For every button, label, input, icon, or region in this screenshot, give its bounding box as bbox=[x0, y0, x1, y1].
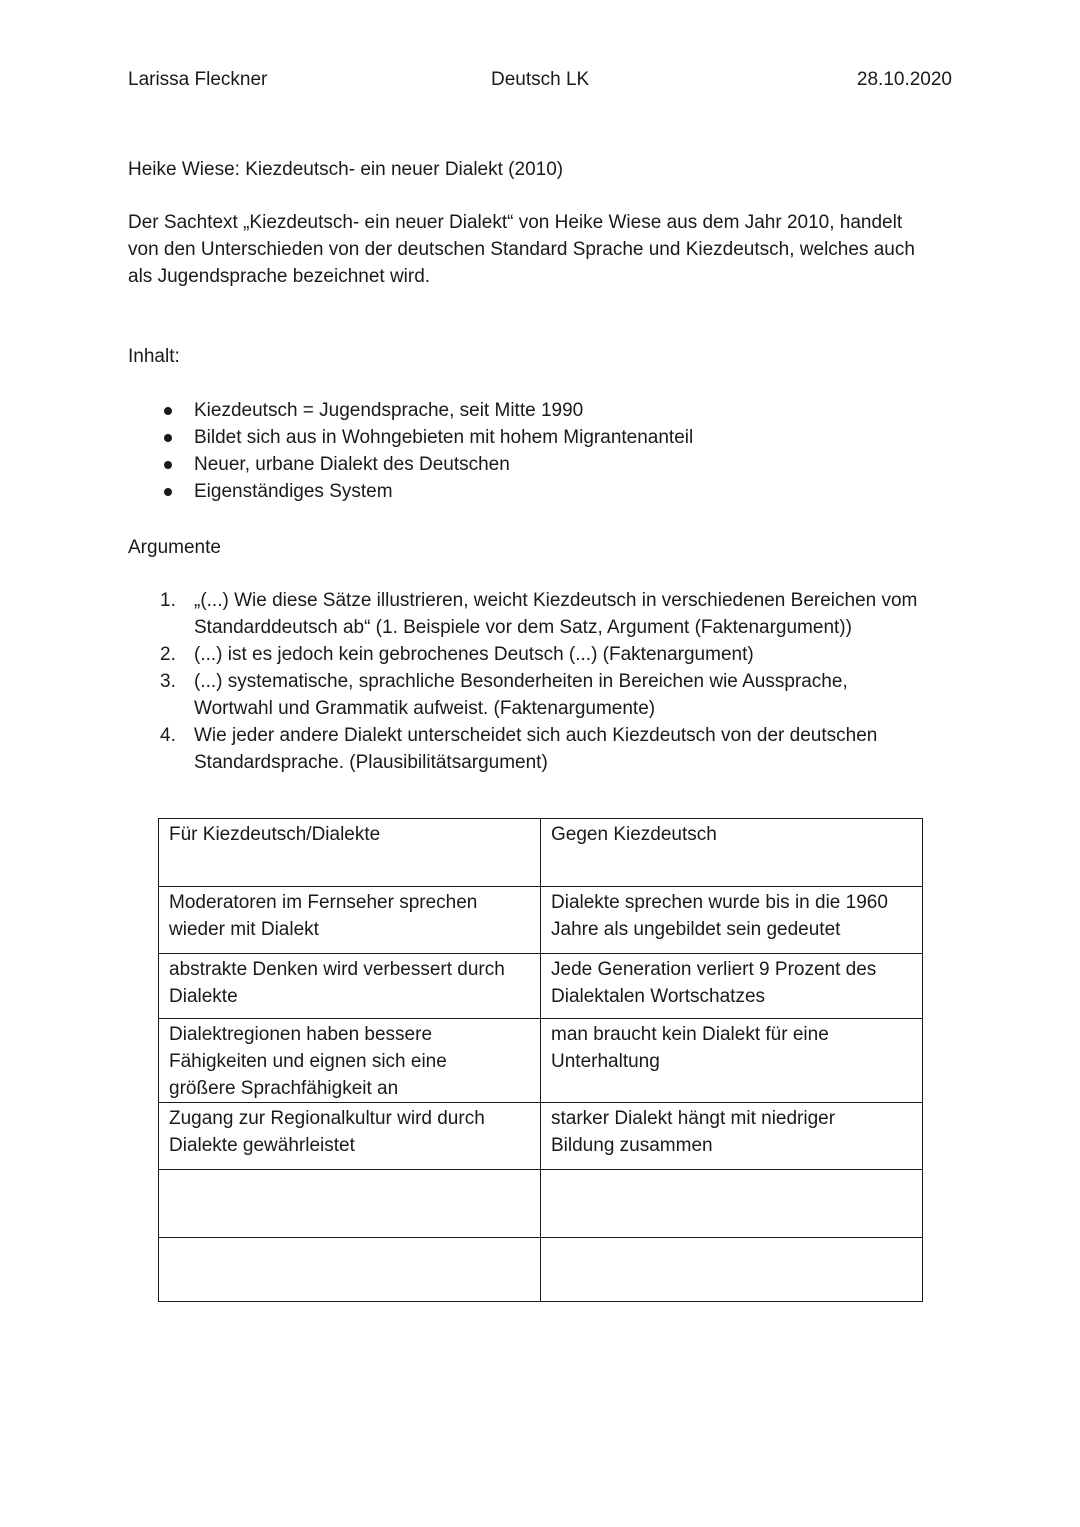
list-item bbox=[160, 397, 693, 424]
argument-item bbox=[160, 641, 917, 668]
argument-text: (...) ist es jedoch kein gebrochenes Deutsch (...) (Faktenargument) bbox=[194, 644, 754, 665]
table-row bbox=[159, 1019, 923, 1103]
argument-text: Wortwahl und Grammatik aufweist. (Faktenargumente) bbox=[194, 698, 656, 719]
table-cell-pro bbox=[159, 1238, 541, 1302]
argument-item bbox=[160, 668, 917, 722]
table-cell-contra: Jede Generation verliert 9 Prozent des Dialektalen Wortschatzes bbox=[541, 954, 923, 1019]
header-course: Deutsch LK bbox=[491, 69, 590, 90]
list-item bbox=[160, 424, 693, 451]
pro-contra-table bbox=[158, 818, 923, 1302]
intro-line: Der Sachtext „Kiezdeutsch- ein neuer Dialekt“ von Heike Wiese aus dem Jahr 2010, handelt bbox=[128, 212, 903, 233]
argument-text: Wie jeder andere Dialekt unterscheidet sich auch Kiezdeutsch von der deutschen bbox=[194, 725, 878, 746]
argument-number: 2. bbox=[160, 644, 176, 665]
inhalt-list bbox=[160, 397, 693, 505]
intro-line: als Jugendsprache bezeichnet wird. bbox=[128, 266, 431, 287]
table-cell-contra: Dialekte sprechen wurde bis in die 1960 Jahre als ungebildet sein gedeutet bbox=[541, 887, 923, 954]
table-cell-pro: Dialektregionen haben bessere Fähigkeiten und eignen sich eine größere Sprachfähigkeit an bbox=[159, 1019, 541, 1103]
argument-item bbox=[160, 722, 917, 776]
intro-paragraph bbox=[128, 209, 958, 290]
bullet-icon bbox=[164, 434, 172, 442]
argument-number: 4. bbox=[160, 725, 176, 746]
argument-item bbox=[160, 587, 917, 641]
list-item-text: Kiezdeutsch = Jugendsprache, seit Mitte 1990 bbox=[194, 400, 584, 421]
list-item bbox=[160, 478, 693, 505]
list-item-text: Eigenständiges System bbox=[194, 481, 393, 502]
table-cell-pro: Moderatoren im Fernseher sprechen wieder mit Dialekt bbox=[159, 887, 541, 954]
inhalt-heading: Inhalt: bbox=[128, 346, 180, 367]
bullet-icon bbox=[164, 488, 172, 496]
list-item-text: Neuer, urbane Dialekt des Deutschen bbox=[194, 454, 510, 475]
document-title: Heike Wiese: Kiezdeutsch- ein neuer Dialekt (2010) bbox=[128, 159, 564, 180]
table-header-pro: Für Kiezdeutsch/Dialekte bbox=[159, 819, 541, 887]
list-item-text: Bildet sich aus in Wohngebieten mit hohem Migrantenanteil bbox=[194, 427, 694, 448]
table-cell-pro: Zugang zur Regionalkultur wird durch Dialekte gewährleistet bbox=[159, 1103, 541, 1170]
table-row bbox=[159, 1103, 923, 1170]
header-date: 28.10.2020 bbox=[856, 69, 952, 90]
table-cell-pro bbox=[159, 1170, 541, 1238]
argument-number: 1. bbox=[160, 590, 176, 611]
table-cell-contra: man braucht kein Dialekt für eine Unterhaltung bbox=[541, 1019, 923, 1103]
table-row-empty bbox=[159, 1170, 923, 1238]
list-item bbox=[160, 451, 693, 478]
table-cell-pro: abstrakte Denken wird verbessert durch Dialekte bbox=[159, 954, 541, 1019]
table-header-contra: Gegen Kiezdeutsch bbox=[541, 819, 923, 887]
header-author: Larissa Fleckner bbox=[128, 69, 268, 90]
table-cell-contra bbox=[541, 1238, 923, 1302]
bullet-icon bbox=[164, 461, 172, 469]
argumente-heading: Argumente bbox=[128, 537, 221, 558]
table-cell-contra bbox=[541, 1170, 923, 1238]
bullet-icon bbox=[164, 407, 172, 415]
table-row bbox=[159, 887, 923, 954]
table-header-row bbox=[159, 819, 923, 887]
argument-number: 3. bbox=[160, 671, 176, 692]
argument-text: Standardsprache. (Plausibilitätsargument) bbox=[194, 752, 548, 773]
argument-text: Standarddeutsch ab“ (1. Beispiele vor dem Satz, Argument (Faktenargument)) bbox=[194, 617, 852, 638]
page-header bbox=[128, 66, 952, 94]
table-row-empty bbox=[159, 1238, 923, 1302]
argument-text: (...) systematische, sprachliche Besonderheiten in Bereichen wie Aussprache, bbox=[194, 671, 848, 692]
argumente-list bbox=[160, 587, 917, 776]
argument-text: „(...) Wie diese Sätze illustrieren, weicht Kiezdeutsch in verschiedenen Bereichen vom bbox=[194, 590, 918, 611]
intro-line: von den Unterschieden von der deutschen Standard Sprache und Kiezdeutsch, welches auch bbox=[128, 239, 915, 260]
table-cell-contra: starker Dialekt hängt mit niedriger Bildung zusammen bbox=[541, 1103, 923, 1170]
table-row bbox=[159, 954, 923, 1019]
